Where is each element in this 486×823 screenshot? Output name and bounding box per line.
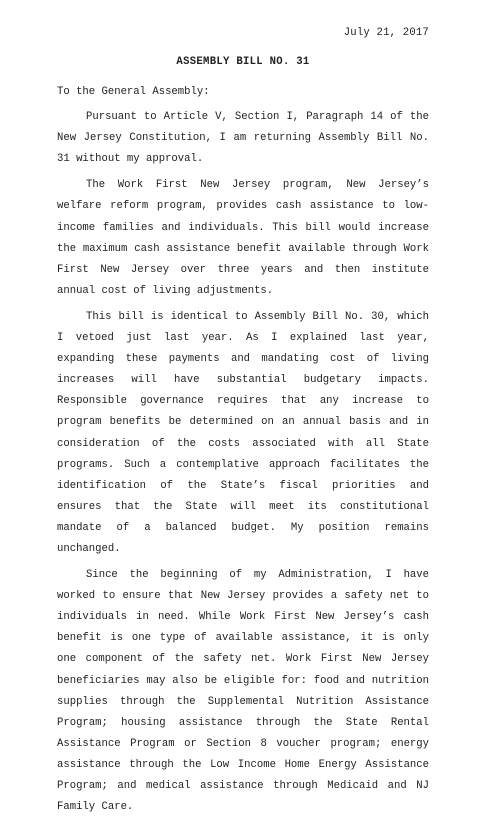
paragraph-1: Pursuant to Article V, Section I, Paragraph 14 of the New Jersey Constitution, I am returning Assembly Bill No. 31 without my approval. bbox=[57, 111, 429, 166]
document-date: July 21, 2017 bbox=[343, 27, 429, 39]
document-body bbox=[57, 82, 429, 823]
paragraph-4: Since the beginning of my Administration, I have worked to ensure that New Jersey provides a safety net to individuals in need. While Work First New Jersey’s cash benefit is one type of available assistance, it is only one component of the safety net. Work First New Jersey beneficiaries may also be eligible for: food and nutrition supplies through the Supplemental Nutrition Assistance Program; housing assistance through the State Rental Assistance Program or Section 8 voucher program; energy assistance through the Low Income Home Energy Assistance Program; and medical assistance through Medicaid and NJ Family Care. bbox=[57, 569, 429, 814]
document-title: ASSEMBLY BILL NO. 31 bbox=[176, 56, 310, 68]
paragraph-3: This bill is identical to Assembly Bill No. 30, which I vetoed just last year. As I explained last year, expanding these payments and mandating cost of living increases will have substantial budgetary impacts. Responsible governance requires that any increase to program benefits be determined on an annual basis and in consideration of the costs associated with all State programs. Such a contemplative approach facilitates the identification of the State’s fiscal priorities and ensures that the State will meet its constitutional mandate of a balanced budget. My position remains unchanged. bbox=[57, 310, 429, 555]
salutation: To the General Assembly: bbox=[57, 86, 210, 98]
paragraph-2: The Work First New Jersey program, New Jersey’s welfare reform program, provides cash assistance to low-income families and individuals. This bill would increase the maximum cash assistance benefit available through Work First New Jersey over three years and then institute annual cost of living adjustments. bbox=[57, 179, 429, 297]
